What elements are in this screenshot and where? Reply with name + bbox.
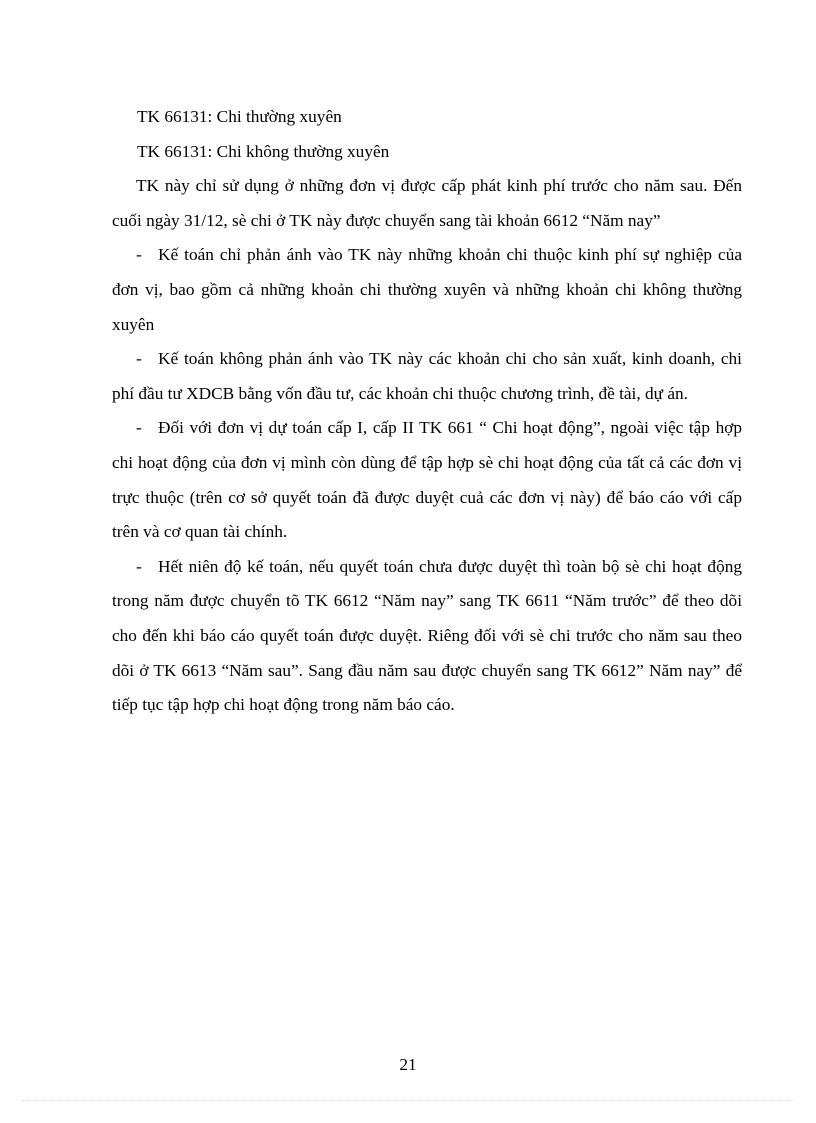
page-number: 21	[399, 1055, 417, 1074]
account-line-irregular: TK 66131: Chi không thường xuyên	[137, 141, 390, 161]
page-bottom-divider	[22, 1100, 794, 1101]
bullet-dash: -	[136, 418, 142, 438]
bullet-dash: -	[136, 349, 142, 369]
bullet-item	[112, 550, 742, 723]
bullet-text: Kế toán chỉ phản ánh vào TK này những khoản chi thuộc kinh phí sự nghiệp của đơn vị, bao gồm cả những khoản chi thường xuyên và những khoản chi không thường xuyên	[112, 245, 742, 334]
bullet-item	[112, 411, 742, 549]
bullet-dash: -	[136, 245, 142, 265]
bullet-item	[112, 238, 742, 342]
bullet-item	[112, 342, 742, 411]
account-line-regular: TK 66131: Chi thường xuyên	[137, 107, 342, 126]
bullet-text: Hết niên độ kế toán, nếu quyết toán chưa được duyệt thì toàn bộ sè chi hoạt động trong năm được chuyển tõ TK 6612 “Năm nay” sang TK 6611 “Năm trước” để theo dõi cho đến khi báo cáo quyết toán được duyệt. Riêng đối với sè chi trước cho năm sau theo dõi ở TK 6613 “Năm sau”. Sang đầu năm sau được chuyển sang TK 6612” Năm nay” để tiếp tục tập hợp chi hoạt động trong năm báo cáo.	[112, 556, 742, 715]
page-body	[112, 100, 742, 723]
bullet-text: Kế toán không phản ánh vào TK này các khoản chi cho sản xuất, kinh doanh, chi phí đầu tư XDCB bằng vốn đầu tư, các khoản chi thuộc chương trình, đề tài, dự án.	[112, 349, 742, 403]
bullet-dash: -	[136, 556, 142, 576]
body-paragraph: TK này chỉ sử dụng ở những đơn vị được cấp phát kinh phí trước cho năm sau. Đến cuối ngày 31/12, sè chi ở TK này được chuyển sang tài khoản 6612 “Năm nay”	[112, 176, 742, 230]
bullet-text: Đối với đơn vị dự toán cấp I, cấp II TK 661 “ Chi hoạt động”, ngoài việc tập hợp chi hoạt động của đơn vị mình còn dùng để tập hợp sè chi hoạt động của tất cả các đơn vị trực thuộc (trên cơ sở quyết toán đã được duyệt cuả các đơn vị này) để báo cáo với cấp trên và cơ quan tài chính.	[112, 418, 742, 542]
